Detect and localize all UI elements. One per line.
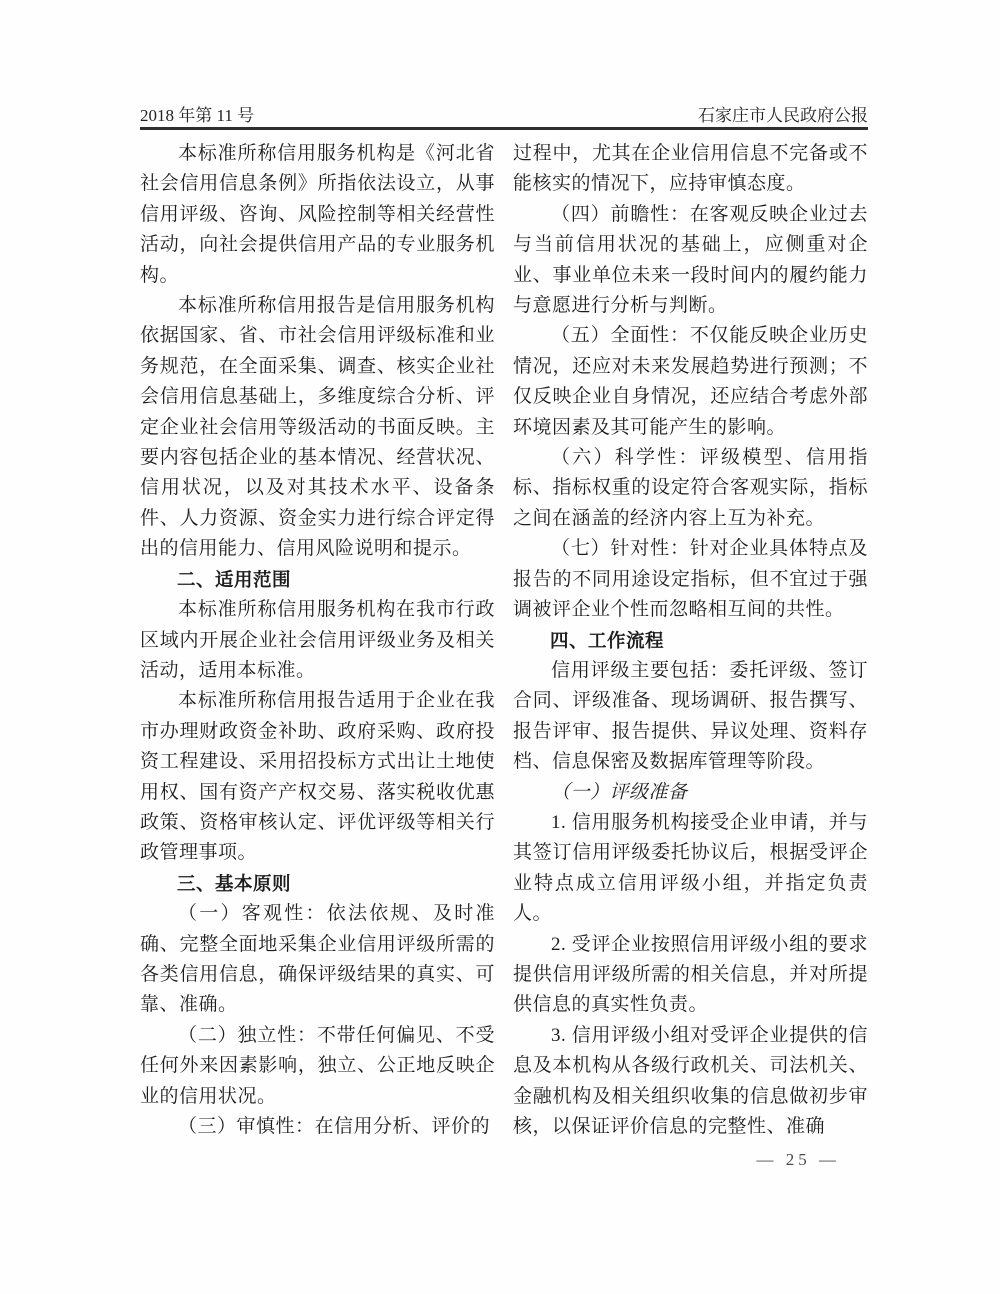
paragraph: （二）独立性：不带任何偏见、不受任何外来因素影响，独立、公正地反映企业的信用状况。 [140,1024,495,1107]
paragraph: （一）客观性：依法依规、及时准确、完整全面地采集企业信用评级所需的各类信用信息，确保评级结果的真实、可靠、准确。 [140,903,495,1016]
paragraph: 2. 受评企业按照信用评级小组的要求提供信用评级所需的相关信息，并对所提供信息的真实性负责。 [513,933,868,1016]
left-column [140,139,495,1142]
header-publication-title: 石家庄市人民政府公报 [698,106,868,125]
paragraph: 本标准所称信用服务机构是《河北省社会信用信息条例》所指依法设立，从事信用评级、咨询、风险控制等相关经营性活动，向社会提供信用产品的专业服务机构。 [140,143,495,286]
section-heading: 三、基本原则 [177,872,292,894]
paragraph: 本标准所称信用服务机构在我市行政区域内开展企业社会信用评级业务及相关活动，适用本标准。 [140,599,495,681]
paragraph: （七）针对性：针对企业具体特点及报告的不同用途设定指标，但不宜过于强调被评企业个性而忽略相互间的共性。 [513,538,868,621]
right-column [513,139,868,1142]
paragraph: 1. 信用服务机构接受企业申请，并与其签订信用评级委托协议后，根据受评企业特点成立信用评级小组，并指定负责人。 [513,811,868,925]
section-heading: 二、适用范围 [177,568,292,590]
page-header [140,101,868,126]
paragraph: 本标准所称信用报告适用于企业在我市办理财政资金补助、政府采购、政府投资工程建设、采用招投标方式出让土地使用权、国有资产产权交易、落实税收优惠政策、资格审核认定、评优评级等相关行政管理事项。 [140,690,495,864]
page-number: — 25 — [756,1150,840,1169]
paragraph: （五）全面性：不仅能反映企业历史情况，还应对未来发展趋势进行预测；不仅反映企业自身情况，还应结合考虑外部环境因素及其可能产生的影响。 [513,325,868,438]
section-heading: 四、工作流程 [550,629,665,651]
paragraph: （四）前瞻性：在客观反映企业过去与当前信用状况的基础上，应侧重对企业、事业单位未来一段时间内的履约能力与意愿进行分析与判断。 [513,203,868,317]
header-issue-number: 2018 年第 11 号 [140,106,255,125]
paragraph: 本标准所称信用报告是信用服务机构依据国家、省、市社会信用评级标准和业务规范，在全面采集、调查、核实企业社会信用信息基础上，多维度综合分析、评定企业社会信用等级活动的书面反映。主要内容包括企业的基本情况、经营状况、信用状况，以及对其技术水平、设备条件、人力资源、资金实力进行综合评定得出的信用能力、信用风险说明和提示。 [140,295,495,560]
subsection-heading: （一）评级准备 [551,781,688,803]
paragraph: （六）科学性：评级模型、信用指标、指标权重的设定符合客观实际，指标之间在涵盖的经济内容上互为补充。 [513,447,868,529]
paragraph: 过程中，尤其在企业信用信息不完备或不能核实的情况下，应持审慎态度。 [513,143,868,195]
paragraph: 3. 信用评级小组对受评企业提供的信息及本机构从各级行政机关、司法机关、金融机构及相关组织收集的信息做初步审核，以保证评价信息的完整性、准确 [513,1024,868,1137]
header-rule [140,127,868,130]
paragraph: 信用评级主要包括：委托评级、签订合同、评级准备、现场调研、报告撰写、报告评审、报告提供、异议处理、资料存档、信息保密及数据库管理等阶段。 [513,659,868,773]
article-body [140,139,868,1142]
paragraph: （三）审慎性：在信用分析、评价的 [178,1116,491,1137]
